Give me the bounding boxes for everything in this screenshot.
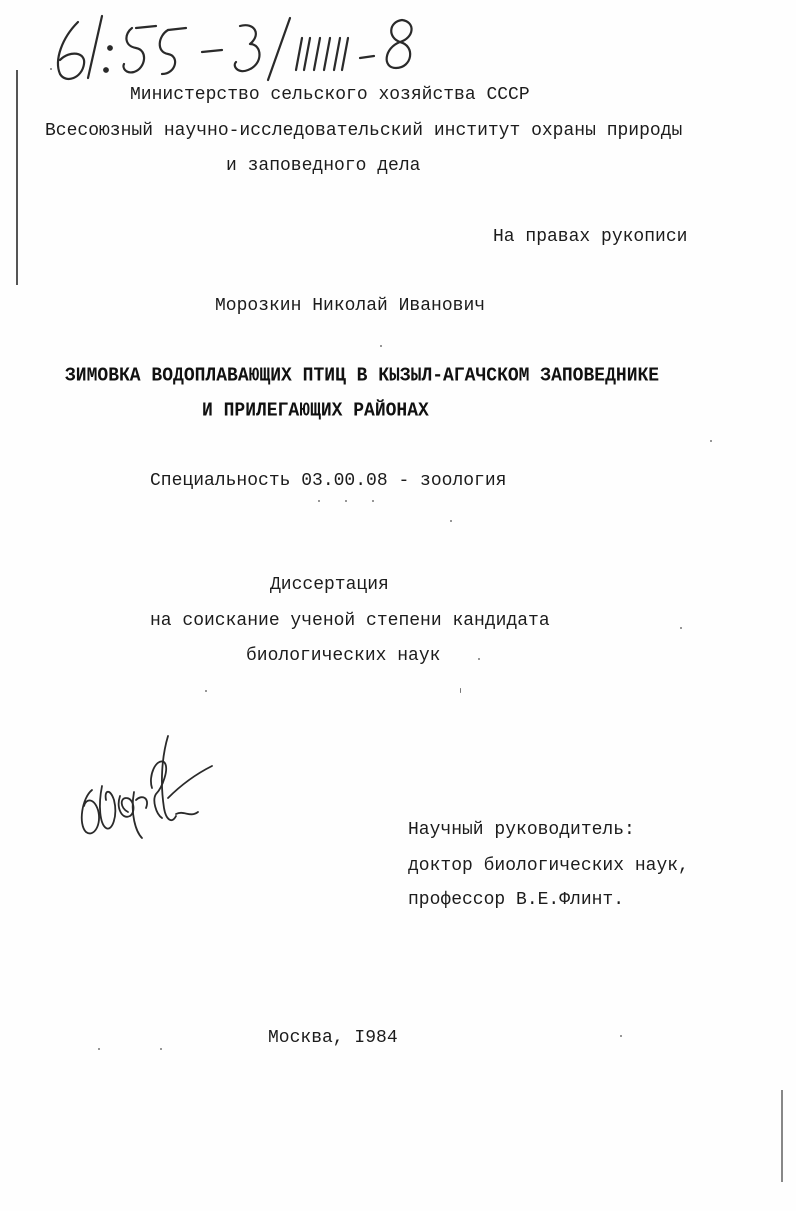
thesis-title-line-2: И ПРИЛЕГАЮЩИХ РАЙОНАХ <box>202 400 429 422</box>
institute-line-1: Всесоюзный научно-исследовательский институт охраны природы <box>45 121 683 141</box>
supervisor-line-1: Научный руководитель: <box>408 820 635 840</box>
thesis-title-line-1: ЗИМОВКА ВОДОПЛАВАЮЩИХ ПТИЦ В КЫЗЫЛ-АГАЧСКОМ ЗАПОВЕДНИКЕ <box>65 365 660 387</box>
institute-line-2: и заповедного дела <box>226 156 421 176</box>
dissertation-line-1: Диссертация <box>270 575 389 595</box>
archive-mark-handwriting <box>40 8 440 88</box>
supervisor-line-3: профессор В.Е.Флинт. <box>408 890 625 910</box>
specialty-line: Специальность 03.00.08 - зоология <box>150 471 507 491</box>
scan-speck <box>478 658 480 660</box>
author-signature <box>72 728 222 843</box>
scan-speck <box>620 1035 622 1037</box>
rights-note: На правах рукописи <box>493 227 688 247</box>
scan-edge-line-right <box>781 1090 783 1182</box>
scan-speck <box>50 68 52 70</box>
scan-speck <box>380 345 382 347</box>
scan-speck <box>450 520 452 522</box>
scan-edge-line-left <box>16 70 18 285</box>
scan-speck <box>318 500 320 502</box>
scan-speck <box>710 440 712 442</box>
scan-speck <box>98 1048 100 1050</box>
author-name: Морозкин Николай Иванович <box>215 296 486 316</box>
ministry-line: Министерство сельского хозяйства СССР <box>130 85 530 105</box>
scan-speck <box>160 1048 162 1050</box>
scan-speck <box>680 627 682 629</box>
supervisor-line-2: доктор биологических наук, <box>408 856 689 876</box>
dissertation-line-2: на соискание ученой степени кандидата <box>150 611 550 631</box>
scan-speck <box>460 688 461 693</box>
scan-speck <box>372 500 374 502</box>
place-year: Москва, I984 <box>268 1028 398 1048</box>
scan-speck <box>205 690 207 692</box>
dissertation-line-3: биологических наук <box>246 646 441 666</box>
scan-speck <box>345 500 347 502</box>
